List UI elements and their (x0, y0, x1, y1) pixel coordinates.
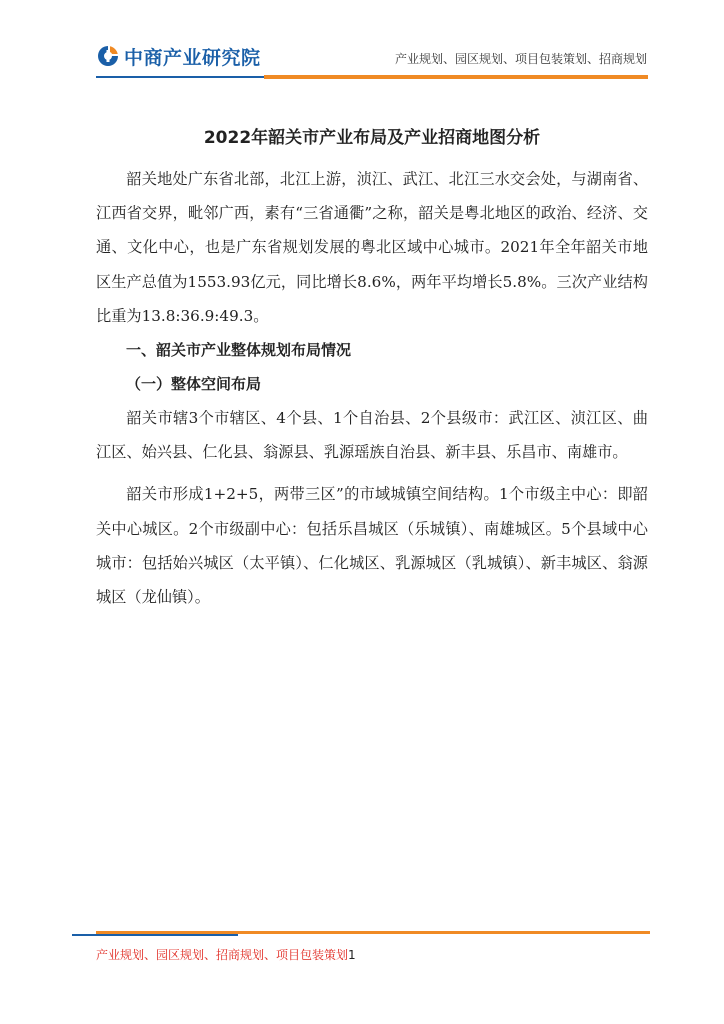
subsection-heading: （一）整体空间布局 (126, 375, 262, 394)
intro-paragraph: 韶关地处广东省北部，北江上游，浈江、武江、北江三水交会处，与湖南省、江西省交界，毗邻广西，素有“三省通衢”之称，韶关是粤北地区的政治、经济、交通、文化中心，也是广东省规划发展的粤北区域中心城市。2021年全年韶关市地区生产总值为1553.93亿元，同比增长8.6%，两年平均增长5.8%。三次产业结构比重为13.8:36.9:49.3。 (96, 170, 648, 325)
page-number: 1 (348, 948, 356, 962)
footer-tagline: 产业规划、园区规划、招商规划、项目包装策划 (96, 948, 349, 962)
header-divider-orange (264, 75, 648, 79)
footer-divider-blue (72, 934, 238, 936)
zhongshang-logo-icon (96, 44, 120, 68)
logo-text: 中商产业研究院 (124, 46, 261, 69)
brand-logo (96, 43, 261, 69)
page-footer (96, 946, 356, 963)
admin-divisions-paragraph: 韶关市辖3个市辖区、4个县、1个自治县、2个县级市：武江区、浈江区、曲江区、始兴县、仁化县、翁源县、乳源瑶族自治县、新丰县、乐昌市、南雄市。 (96, 409, 648, 462)
document-title: 2022年韶关市产业布局及产业招商地图分析 (203, 128, 541, 148)
spatial-structure-paragraph: 韶关市形成1+2+5，两带三区”的市域城镇空间结构。1个市级主中心：即韶关中心城区。2个市级副中心：包括乐昌城区（乐城镇）、南雄城区。5个县域中心城市：包括始兴城区（太平镇）、仁化城区、乳源城区（乳城镇）、新丰城区、翁源城区（龙仙镇）。 (96, 485, 648, 607)
header-divider-blue (96, 76, 264, 78)
header-tagline: 产业规划、园区规划、项目包装策划、招商规划 (394, 52, 647, 66)
section-heading: 一、韶关市产业整体规划布局情况 (126, 341, 352, 360)
page-header (0, 0, 724, 90)
document-body (96, 120, 648, 614)
